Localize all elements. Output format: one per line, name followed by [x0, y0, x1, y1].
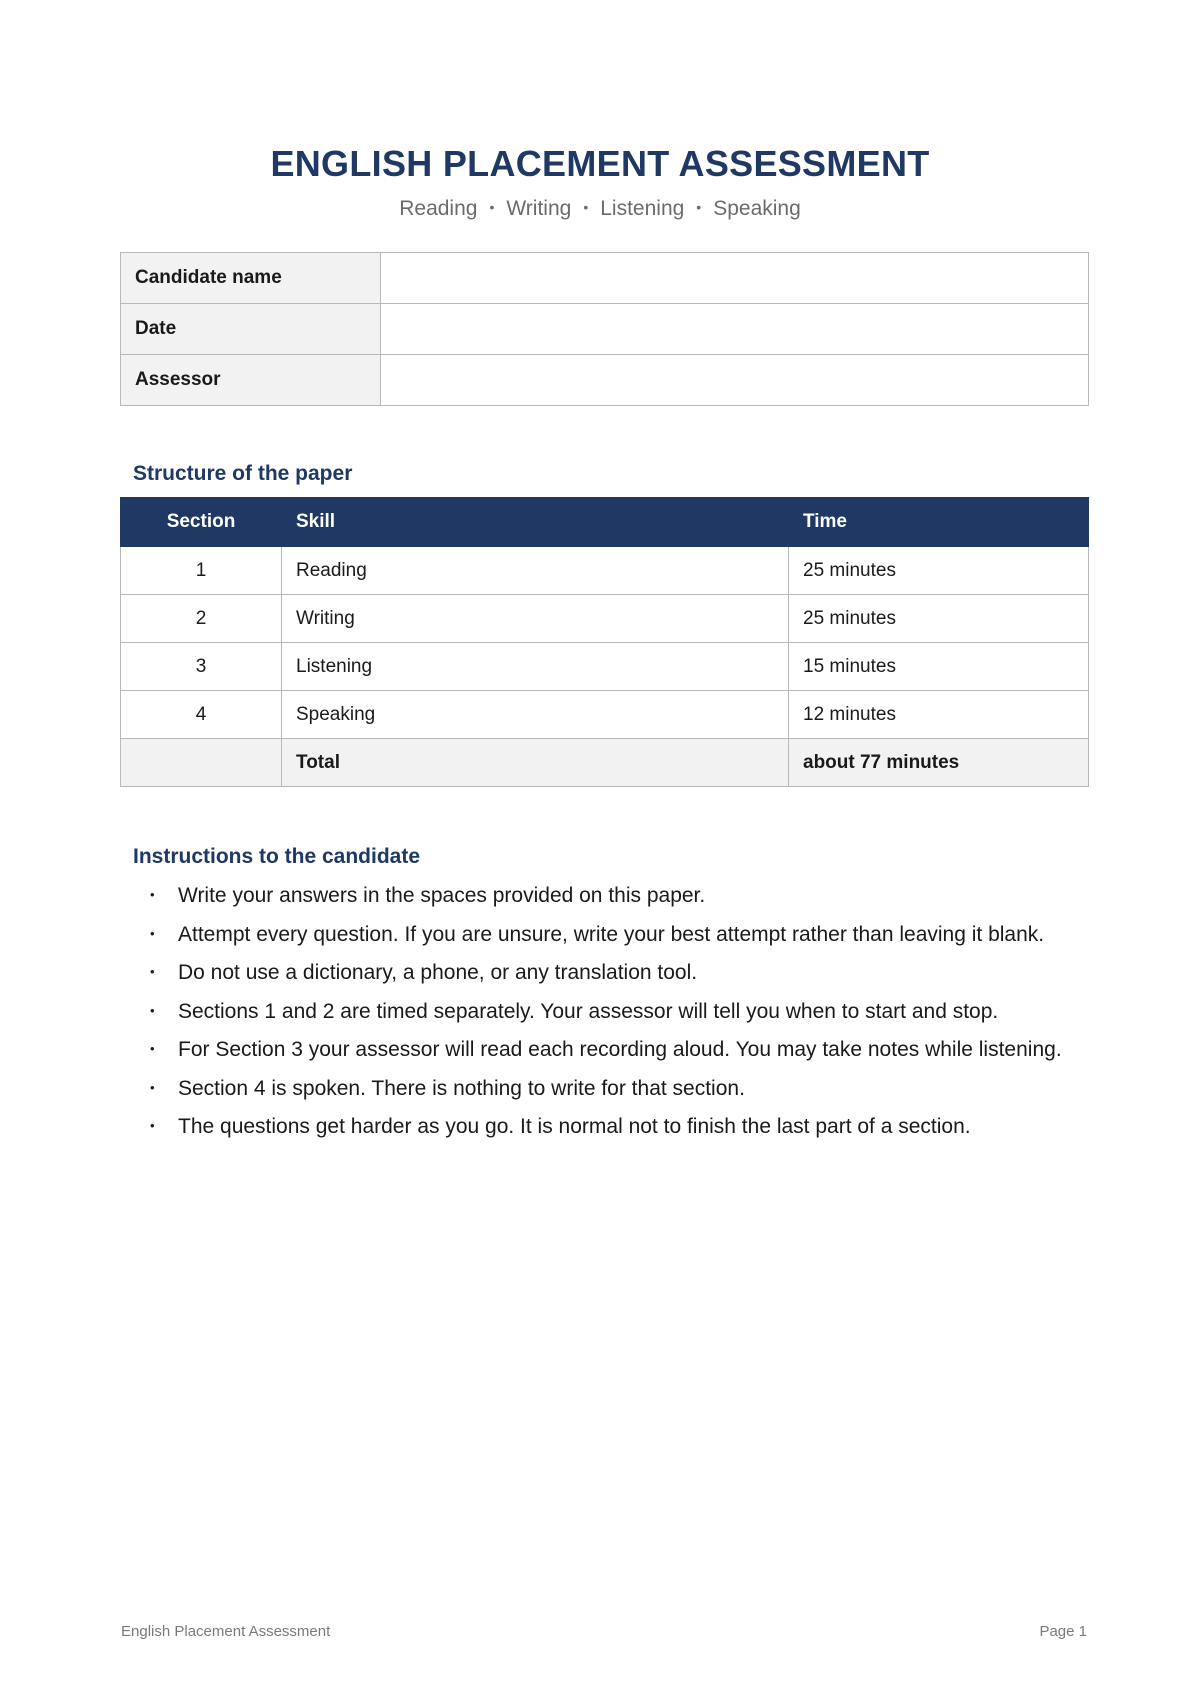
subtitle-skill-speaking: Speaking: [713, 197, 801, 220]
instructions-heading: Instructions to the candidate: [133, 845, 421, 868]
bullet-icon: •: [150, 1079, 155, 1095]
footer-document-title: English Placement Assessment: [121, 1623, 331, 1640]
bullet-icon: •: [150, 964, 155, 979]
table-row: [121, 595, 1089, 643]
total-label: Total: [282, 739, 789, 787]
assessor-field[interactable]: [381, 355, 1089, 406]
section-number: 3: [121, 643, 282, 691]
column-header-section: Section: [121, 498, 282, 547]
skill-name: Listening: [282, 643, 789, 691]
candidate-name-field[interactable]: [381, 253, 1089, 304]
structure-heading: Structure of the paper: [133, 462, 353, 485]
date-field[interactable]: [381, 304, 1089, 355]
instruction-text: Attempt every question. If you are unsure, write your best attempt rather than leaving it blank.: [178, 922, 1045, 946]
list-item: [150, 993, 1062, 1032]
total-time: about 77 minutes: [789, 739, 1089, 787]
list-item: [150, 1070, 1062, 1109]
subtitle-skill-reading: Reading: [399, 197, 478, 220]
info-row-date: [121, 304, 1089, 355]
section-time: 12 minutes: [789, 691, 1089, 739]
page-title: ENGLISH PLACEMENT ASSESSMENT: [270, 143, 930, 184]
table-row: [121, 643, 1089, 691]
column-header-time: Time: [789, 498, 1089, 547]
list-item: [150, 954, 1062, 993]
table-row: [121, 691, 1089, 739]
bullet-icon: •: [150, 887, 155, 902]
info-row-assessor: [121, 355, 1089, 406]
section-time: 25 minutes: [789, 595, 1089, 643]
list-item: [150, 1108, 1062, 1147]
instruction-text: For Section 3 your assessor will read each recording aloud. You may take notes while listening.: [178, 1038, 1062, 1061]
section-time: 15 minutes: [789, 643, 1089, 691]
subtitle-skill-writing: Writing: [506, 197, 572, 220]
instruction-text: The questions get harder as you go. It is normal not to finish the last part of a section.: [178, 1115, 971, 1138]
table-row: [121, 547, 1089, 595]
list-item: [150, 877, 1062, 916]
instruction-text: Section 4 is spoken. There is nothing to write for that section.: [178, 1076, 745, 1100]
section-number: 1: [121, 547, 282, 595]
subtitle-skill-listening: Listening: [600, 197, 685, 220]
candidate-info-table: [120, 252, 1089, 406]
skill-name: Reading: [282, 547, 789, 595]
bullet-icon: •: [150, 1118, 155, 1133]
section-time: 25 minutes: [789, 547, 1089, 595]
list-item: [150, 1031, 1062, 1070]
structure-header-row: [121, 498, 1089, 547]
instructions-list: [150, 877, 1062, 1147]
skill-name: Speaking: [282, 691, 789, 739]
subtitle-separator: •: [583, 199, 589, 215]
list-item: [150, 916, 1062, 955]
candidate-name-label: Candidate name: [121, 253, 381, 304]
assessor-label: Assessor: [121, 355, 381, 406]
total-section-cell: [121, 739, 282, 787]
info-row-candidate-name: [121, 253, 1089, 304]
instruction-text: Do not use a dictionary, a phone, or any translation tool.: [178, 961, 698, 984]
structure-table: [120, 497, 1089, 787]
section-number: 4: [121, 691, 282, 739]
subtitle: [0, 197, 1200, 221]
total-row: [121, 739, 1089, 787]
skill-name: Writing: [282, 595, 789, 643]
bullet-icon: •: [150, 1041, 155, 1056]
column-header-skill: Skill: [282, 498, 789, 547]
instruction-text: Sections 1 and 2 are timed separately. Your assessor will tell you when to start and stop.: [178, 999, 999, 1023]
bullet-icon: •: [150, 1002, 155, 1018]
date-label: Date: [121, 304, 381, 355]
subtitle-separator: •: [489, 199, 495, 215]
footer-page-number: Page 1: [1039, 1623, 1087, 1640]
instruction-text: Write your answers in the spaces provided on this paper.: [178, 884, 706, 907]
section-number: 2: [121, 595, 282, 643]
bullet-icon: •: [150, 925, 155, 941]
subtitle-separator: •: [696, 199, 702, 215]
